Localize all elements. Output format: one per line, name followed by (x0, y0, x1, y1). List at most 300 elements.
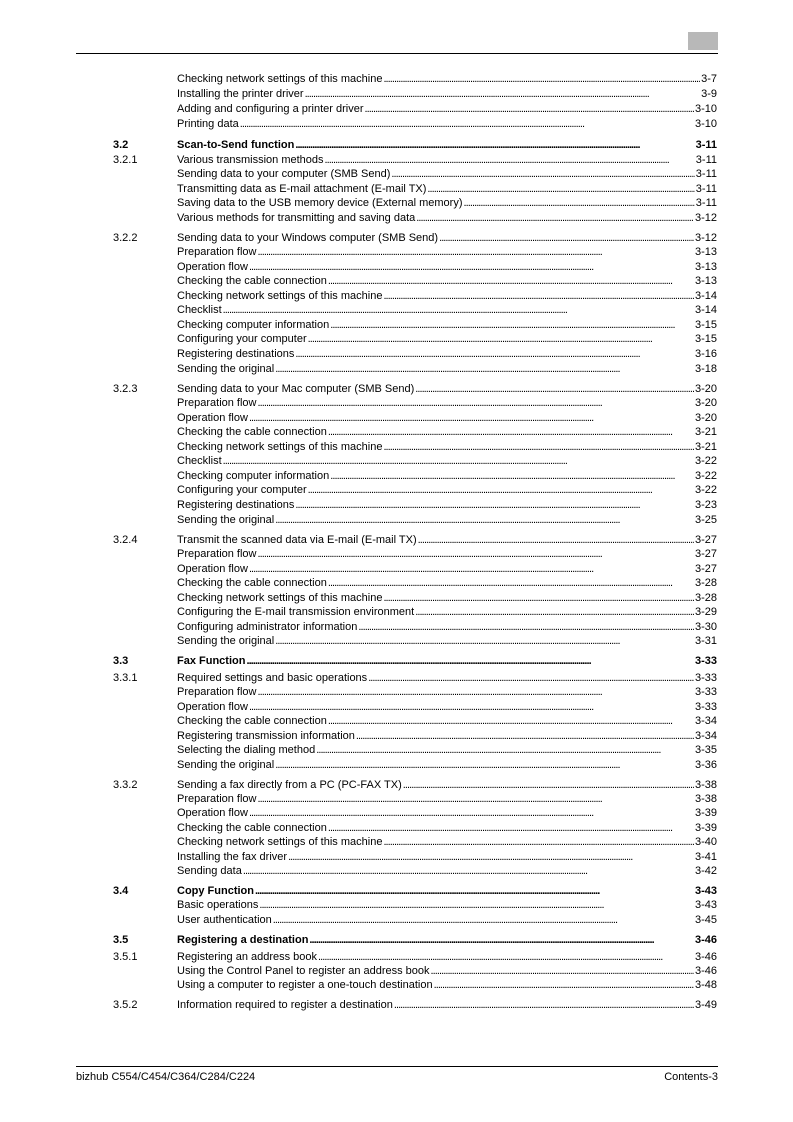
toc-entry-line (177, 382, 717, 396)
toc-dot-leader (325, 153, 695, 167)
toc-entry-line (177, 671, 717, 685)
toc-entry[interactable] (0, 138, 793, 152)
toc-entry-line (177, 318, 717, 332)
toc-entry[interactable] (0, 778, 793, 792)
toc-title[interactable]: Sending a fax directly from a PC (PC-FAX TX) (177, 779, 402, 791)
toc-entry-line (177, 362, 717, 376)
toc-entry-line (177, 850, 717, 864)
toc-page-number[interactable]: 3-15 (694, 319, 717, 331)
toc-title[interactable]: Sending data to your Windows computer (SMB Send) (177, 232, 439, 244)
toc-title[interactable]: Checking network settings of this machine (177, 290, 383, 302)
toc-page-number[interactable]: 3-45 (694, 914, 717, 926)
toc-entry-line (177, 332, 717, 346)
toc-entry-line (177, 950, 717, 964)
toc-entry-line (177, 196, 717, 210)
toc-dot-leader (328, 821, 694, 835)
toc-entry-line (177, 396, 717, 410)
toc-title[interactable]: Selecting the dialing method (177, 744, 316, 756)
toc-entry-line (177, 102, 717, 116)
toc-title[interactable]: Operation flow (177, 412, 248, 424)
toc-title[interactable]: Information required to register a destination (177, 999, 393, 1011)
toc-title[interactable]: Saving data to the USB memory device (External memory) (177, 197, 463, 209)
toc-title[interactable]: Checking the cable connection (177, 577, 327, 589)
toc-entry[interactable] (0, 562, 793, 576)
toc-dot-leader (383, 289, 694, 303)
toc-entry-line (177, 576, 717, 590)
toc-page-number[interactable]: 3-12 (694, 232, 717, 244)
toc-entry-line (177, 411, 717, 425)
toc-entry-line (177, 347, 717, 361)
toc-title[interactable]: Checking computer information (177, 319, 330, 331)
toc-page-number[interactable]: 3-43 (694, 899, 717, 911)
toc-entry-line (177, 138, 717, 152)
toc-title[interactable]: Registering a destination (177, 934, 309, 946)
toc-entry[interactable] (0, 274, 793, 288)
toc-dot-leader (288, 850, 694, 864)
footer-product-name: bizhub C554/C454/C364/C284/C224 (76, 1071, 256, 1083)
toc-entry[interactable] (0, 245, 793, 259)
toc-entry[interactable] (0, 454, 793, 468)
toc-dot-leader (328, 576, 694, 590)
toc-dot-leader (368, 671, 694, 685)
toc-entry-line (177, 231, 717, 245)
toc-page-number[interactable]: 3-30 (694, 621, 717, 633)
toc-page-number[interactable]: 3-15 (694, 333, 717, 345)
toc-page-number[interactable]: 3-20 (694, 412, 717, 424)
toc-dot-leader (427, 182, 694, 196)
toc-dot-leader (330, 469, 694, 483)
toc-entry[interactable] (0, 591, 793, 605)
toc-entry[interactable] (0, 533, 793, 547)
toc-page-number[interactable]: 3-33 (694, 672, 717, 684)
toc-dot-leader (434, 978, 694, 992)
toc-section-number: 3.5.2 (113, 999, 138, 1011)
toc-title[interactable]: User authentication (177, 914, 272, 926)
toc-entry-line (177, 933, 717, 947)
toc-entry-line (177, 835, 717, 849)
toc-entry-line (177, 605, 717, 619)
toc-entry-line (177, 806, 717, 820)
toc-page-number[interactable]: 3-12 (694, 212, 717, 224)
toc-title[interactable]: Registering destinations (177, 499, 295, 511)
toc-title[interactable]: Checklist (177, 455, 222, 467)
toc-entry-line (177, 913, 717, 927)
toc-title[interactable]: Configuring your computer (177, 333, 307, 345)
toc-title[interactable]: Configuring administrator information (177, 621, 358, 633)
toc-section-number: 3.2.2 (113, 232, 138, 244)
toc-title[interactable]: Sending the original (177, 514, 275, 526)
toc-title[interactable]: Various methods for transmitting and saving data (177, 212, 416, 224)
toc-dot-leader (383, 72, 700, 86)
toc-entry[interactable] (0, 396, 793, 410)
toc-entry[interactable] (0, 634, 793, 648)
toc-title[interactable]: Preparation flow (177, 246, 257, 258)
toc-entry[interactable] (0, 898, 793, 912)
toc-dot-leader (415, 605, 694, 619)
toc-title[interactable]: Sending the original (177, 363, 275, 375)
toc-entry-line (177, 864, 717, 878)
toc-page-number[interactable]: 3-10 (694, 103, 717, 115)
toc-dot-leader (258, 685, 694, 699)
toc-dot-leader (223, 454, 694, 468)
toc-page-number[interactable]: 3-38 (694, 779, 717, 791)
toc-title[interactable]: Registering destinations (177, 348, 295, 360)
toc-page-number[interactable]: 3-14 (694, 290, 717, 302)
toc-entry-line (177, 289, 717, 303)
toc-page-number[interactable]: 3-21 (694, 426, 717, 438)
toc-title[interactable]: Checking network settings of this machine (177, 441, 383, 453)
toc-dot-leader (258, 792, 694, 806)
toc-entry[interactable] (0, 978, 793, 992)
toc-entry[interactable] (0, 700, 793, 714)
toc-section-number: 3.4 (113, 885, 129, 897)
toc-page-number[interactable]: 3-33 (694, 701, 717, 713)
toc-page-number[interactable]: 3-46 (694, 965, 717, 977)
toc-entry[interactable] (0, 743, 793, 757)
toc-title[interactable]: Basic operations (177, 899, 259, 911)
toc-dot-leader (308, 483, 694, 497)
toc-entry[interactable] (0, 498, 793, 512)
toc-title[interactable]: Checking network settings of this machine (177, 73, 383, 85)
toc-page-number[interactable]: 3-23 (694, 499, 717, 511)
toc-dot-leader (249, 700, 694, 714)
toc-dot-leader (275, 634, 694, 648)
toc-entry-line (177, 591, 717, 605)
toc-page-number[interactable]: 3-11 (695, 183, 717, 195)
toc-entry[interactable] (0, 231, 793, 245)
toc-section-number: 3.3.1 (113, 672, 138, 684)
toc-title[interactable]: Sending data (177, 865, 242, 877)
toc-entry-line (177, 274, 717, 288)
toc-page-number[interactable]: 3-20 (694, 397, 717, 409)
toc-dot-leader (249, 411, 694, 425)
toc-entry[interactable] (0, 332, 793, 346)
toc-entry[interactable] (0, 289, 793, 303)
toc-dot-leader (330, 318, 694, 332)
toc-dot-leader (439, 231, 694, 245)
toc-dot-leader (273, 913, 694, 927)
toc-page-number[interactable]: 3-28 (694, 592, 717, 604)
toc-entry-line (177, 153, 717, 167)
toc-page-number[interactable]: 3-33 (694, 655, 717, 667)
toc-title[interactable]: Registering an address book (177, 951, 318, 963)
toc-entry[interactable] (0, 211, 793, 225)
toc-dot-leader (316, 743, 694, 757)
toc-page-number[interactable]: 3-42 (694, 865, 717, 877)
toc-entry[interactable] (0, 102, 793, 116)
toc-entry[interactable] (0, 303, 793, 317)
toc-entry[interactable] (0, 72, 793, 86)
toc-title[interactable]: Configuring your computer (177, 484, 307, 496)
toc-entry[interactable] (0, 318, 793, 332)
toc-entry[interactable] (0, 605, 793, 619)
toc-entry[interactable] (0, 117, 793, 131)
toc-entry-line (177, 72, 717, 86)
toc-title[interactable]: Configuring the E-mail transmission environment (177, 606, 415, 618)
toc-section-number: 3.2 (113, 139, 129, 151)
toc-entry-line (177, 778, 717, 792)
toc-section-number: 3.2.3 (113, 383, 138, 395)
toc-page-number[interactable]: 3-18 (694, 363, 717, 375)
toc-section-number: 3.3.2 (113, 779, 138, 791)
toc-entry[interactable] (0, 382, 793, 396)
toc-entry-line (177, 167, 717, 181)
toc-page-number[interactable]: 3-20 (694, 383, 717, 395)
toc-page-number[interactable]: 3-39 (694, 807, 717, 819)
toc-page-number[interactable]: 3-41 (694, 851, 717, 863)
toc-title[interactable]: Sending the original (177, 635, 275, 647)
toc-title[interactable]: Scan-to-Send function (177, 139, 295, 151)
toc-title[interactable]: Operation flow (177, 807, 248, 819)
toc-title[interactable]: Checking network settings of this machine (177, 836, 383, 848)
toc-entry-line (177, 700, 717, 714)
toc-title[interactable]: Registering transmission information (177, 730, 355, 742)
footer-rule (76, 1066, 718, 1067)
toc-page-number[interactable]: 3-22 (694, 484, 717, 496)
toc-dot-leader (223, 303, 694, 317)
toc-page-number[interactable]: 3-22 (694, 455, 717, 467)
toc-entry-line (177, 211, 717, 225)
toc-entry-line (177, 792, 717, 806)
toc-dot-leader (249, 562, 694, 576)
toc-page-number[interactable]: 3-14 (694, 304, 717, 316)
toc-title[interactable]: Fax Function (177, 655, 246, 667)
toc-entry-line (177, 483, 717, 497)
toc-title[interactable]: Printing data (177, 118, 239, 130)
toc-dot-leader (318, 950, 694, 964)
toc-dot-leader (328, 425, 694, 439)
toc-page-number[interactable]: 3-46 (694, 951, 717, 963)
toc-entry[interactable] (0, 469, 793, 483)
toc-page-number[interactable]: 3-34 (694, 715, 717, 727)
toc-entry[interactable] (0, 167, 793, 181)
toc-entry-line (177, 758, 717, 772)
toc-entry-line (177, 821, 717, 835)
toc-page-number[interactable]: 3-27 (694, 548, 717, 560)
toc-page-number[interactable]: 3-27 (694, 563, 717, 575)
toc-entry-line (177, 87, 717, 101)
toc-dot-leader (275, 362, 694, 376)
toc-dot-leader (275, 758, 694, 772)
toc-entry[interactable] (0, 347, 793, 361)
toc-title[interactable]: Checking the cable connection (177, 715, 327, 727)
toc-title[interactable]: Using a computer to register a one-touch destination (177, 979, 433, 991)
toc-page-number[interactable]: 3-13 (694, 275, 717, 287)
toc-entry-line (177, 454, 717, 468)
toc-dot-leader (391, 167, 694, 181)
toc-entry-line (177, 260, 717, 274)
toc-title[interactable]: Checking the cable connection (177, 275, 327, 287)
toc-title[interactable]: Sending the original (177, 759, 275, 771)
toc-title[interactable]: Copy Function (177, 885, 254, 897)
toc-page-number[interactable]: 3-9 (701, 88, 717, 100)
toc-title[interactable]: Checking the cable connection (177, 426, 327, 438)
toc-dot-leader (275, 513, 694, 527)
toc-entry-line (177, 533, 717, 547)
toc-title[interactable]: Adding and configuring a printer driver (177, 103, 364, 115)
toc-dot-leader (383, 835, 694, 849)
toc-title[interactable]: Preparation flow (177, 686, 257, 698)
toc-entry[interactable] (0, 153, 793, 167)
toc-title[interactable]: Operation flow (177, 563, 248, 575)
toc-entry-line (177, 898, 717, 912)
toc-title[interactable]: Sending data to your computer (SMB Send) (177, 168, 391, 180)
toc-page-number[interactable]: 3-22 (694, 470, 717, 482)
toc-title[interactable]: Checking network settings of this machine (177, 592, 383, 604)
toc-page-number[interactable]: 3-40 (694, 836, 717, 848)
toc-entry[interactable] (0, 806, 793, 820)
toc-page-number[interactable]: 3-28 (694, 577, 717, 589)
toc-entry-line (177, 654, 717, 668)
toc-page-number[interactable]: 3-34 (694, 730, 717, 742)
toc-dot-leader (431, 964, 694, 978)
toc-title[interactable]: Operation flow (177, 261, 248, 273)
toc-entry-line (177, 714, 717, 728)
toc-entry[interactable] (0, 792, 793, 806)
toc-title[interactable]: Preparation flow (177, 397, 257, 409)
toc-entry-line (177, 498, 717, 512)
toc-dot-leader (415, 382, 694, 396)
toc-entry[interactable] (0, 182, 793, 196)
toc-entry[interactable] (0, 950, 793, 964)
toc-entry[interactable] (0, 913, 793, 927)
toc-entry[interactable] (0, 654, 793, 668)
toc-entry-line (177, 620, 717, 634)
toc-entry[interactable] (0, 620, 793, 634)
toc-dot-leader (328, 714, 694, 728)
toc-entry[interactable] (0, 964, 793, 978)
toc-entry-line (177, 425, 717, 439)
toc-entry-line (177, 182, 717, 196)
toc-entry-line (177, 547, 717, 561)
toc-dot-leader (358, 620, 694, 634)
toc-page-number[interactable]: 3-33 (694, 686, 717, 698)
toc-entry[interactable] (0, 576, 793, 590)
toc-dot-leader (240, 117, 694, 131)
toc-entry[interactable] (0, 685, 793, 699)
toc-entry[interactable] (0, 864, 793, 878)
toc-page-number[interactable]: 3-48 (694, 979, 717, 991)
toc-title[interactable]: Operation flow (177, 701, 248, 713)
toc-entry[interactable] (0, 196, 793, 210)
toc-page-number[interactable]: 3-11 (695, 154, 717, 166)
toc-entry-line (177, 562, 717, 576)
toc-page-number[interactable]: 3-49 (694, 999, 717, 1011)
toc-page-number[interactable]: 3-25 (694, 514, 717, 526)
toc-title[interactable]: Transmitting data as E-mail attachment (E-mail TX) (177, 183, 427, 195)
toc-page-number[interactable]: 3-10 (694, 118, 717, 130)
toc-page-number[interactable]: 3-13 (694, 246, 717, 258)
toc-entry[interactable] (0, 758, 793, 772)
toc-page-number[interactable]: 3-11 (695, 139, 717, 151)
toc-title[interactable]: Installing the fax driver (177, 851, 288, 863)
toc-title[interactable]: Preparation flow (177, 548, 257, 560)
toc-title[interactable]: Required settings and basic operations (177, 672, 368, 684)
toc-page-number[interactable]: 3-38 (694, 793, 717, 805)
toc-page-number[interactable]: 3-27 (694, 534, 717, 546)
toc-entry[interactable] (0, 260, 793, 274)
toc-page-number[interactable]: 3-46 (694, 934, 717, 946)
toc-page-number[interactable]: 3-39 (694, 822, 717, 834)
toc-page-number[interactable]: 3-43 (694, 885, 717, 897)
toc-title[interactable]: Various transmission methods (177, 154, 324, 166)
toc-dot-leader (246, 654, 694, 668)
toc-page-number[interactable]: 3-11 (695, 168, 717, 180)
toc-dot-leader (365, 102, 694, 116)
toc-dot-leader (309, 933, 694, 947)
toc-entry[interactable] (0, 884, 793, 898)
toc-section-number: 3.3 (113, 655, 129, 667)
toc-entry[interactable] (0, 998, 793, 1012)
toc-page-number[interactable]: 3-31 (694, 635, 717, 647)
toc-dot-leader (328, 274, 694, 288)
toc-dot-leader (416, 211, 694, 225)
toc-dot-leader (295, 498, 694, 512)
toc-entry[interactable] (0, 411, 793, 425)
toc-entry-line (177, 884, 717, 898)
toc-section-number: 3.5.1 (113, 951, 138, 963)
toc-entry-line (177, 634, 717, 648)
toc-page-number[interactable]: 3-11 (695, 197, 717, 209)
toc-entry[interactable] (0, 729, 793, 743)
toc-section-number: 3.5 (113, 934, 129, 946)
toc-entry-line (177, 685, 717, 699)
toc-page-number[interactable]: 3-7 (701, 73, 717, 85)
toc-page-number[interactable]: 3-13 (694, 261, 717, 273)
toc-entry[interactable] (0, 850, 793, 864)
toc-entry[interactable] (0, 714, 793, 728)
toc-title[interactable]: Checking the cable connection (177, 822, 327, 834)
toc-entry[interactable] (0, 440, 793, 454)
toc-entry[interactable] (0, 87, 793, 101)
toc-entry-line (177, 964, 717, 978)
toc-title[interactable]: Using the Control Panel to register an address book (177, 965, 430, 977)
toc-page-number[interactable]: 3-21 (694, 441, 717, 453)
toc-entry-line (177, 440, 717, 454)
toc-dot-leader (383, 440, 694, 454)
toc-dot-leader (249, 260, 694, 274)
toc-title[interactable]: Transmit the scanned data via E-mail (E-mail TX) (177, 534, 417, 546)
toc-entry[interactable] (0, 835, 793, 849)
toc-entry-line (177, 245, 717, 259)
toc-entry-line (177, 513, 717, 527)
toc-page-number[interactable]: 3-29 (694, 606, 717, 618)
toc-dot-leader (418, 533, 694, 547)
toc-dot-leader (308, 332, 694, 346)
toc-entry[interactable] (0, 362, 793, 376)
toc-entry[interactable] (0, 483, 793, 497)
toc-dot-leader (255, 884, 694, 898)
toc-entry[interactable] (0, 547, 793, 561)
toc-entry[interactable] (0, 933, 793, 947)
toc-title[interactable]: Sending data to your Mac computer (SMB Send) (177, 383, 415, 395)
toc-page-number[interactable]: 3-16 (694, 348, 717, 360)
toc-title[interactable]: Installing the printer driver (177, 88, 304, 100)
toc-entry[interactable] (0, 425, 793, 439)
toc-dot-leader (305, 87, 701, 101)
toc-entry[interactable] (0, 821, 793, 835)
toc-title[interactable]: Preparation flow (177, 793, 257, 805)
toc-entry-line (177, 998, 717, 1012)
toc-entry[interactable] (0, 671, 793, 685)
toc-title[interactable]: Checking computer information (177, 470, 330, 482)
toc-title[interactable]: Checklist (177, 304, 222, 316)
toc-dot-leader (258, 245, 694, 259)
toc-page-number[interactable]: 3-35 (694, 744, 717, 756)
toc-page-number[interactable]: 3-36 (694, 759, 717, 771)
toc-dot-leader (403, 778, 694, 792)
toc-entry[interactable] (0, 513, 793, 527)
